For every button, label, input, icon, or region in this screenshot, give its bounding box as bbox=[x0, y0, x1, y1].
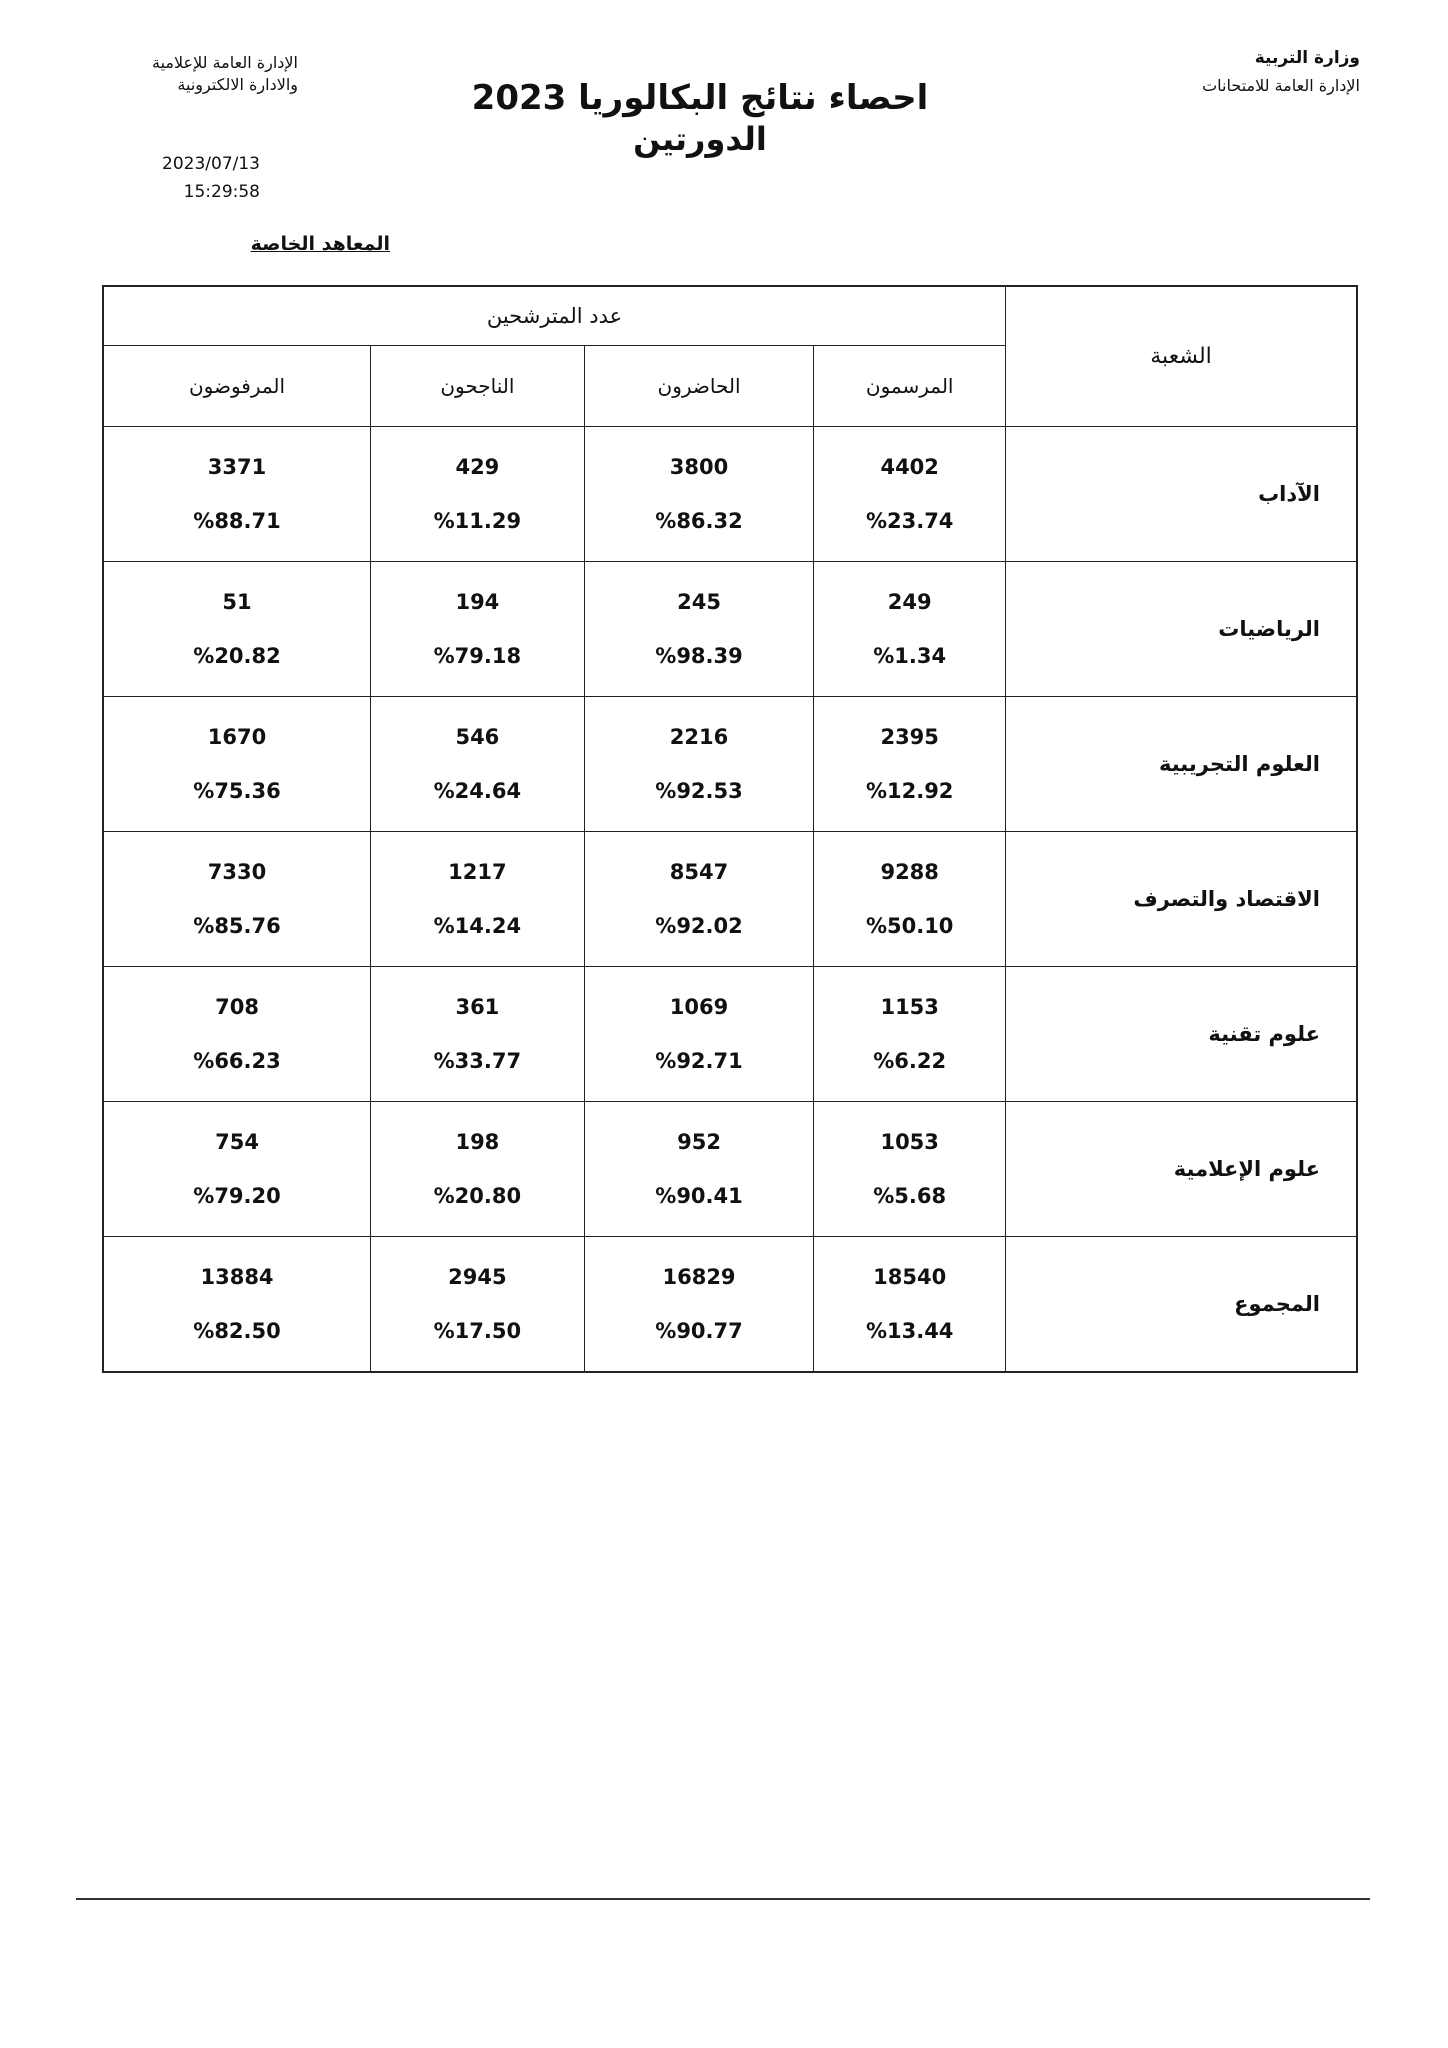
cell-passed: 1217 %14.24 bbox=[371, 832, 585, 967]
cell-present: 245 %98.39 bbox=[584, 562, 814, 697]
cell-rejected: 3371 %88.71 bbox=[103, 427, 371, 562]
branch-column-header: الشعبة bbox=[1006, 286, 1357, 427]
cell-passed: 2945 %17.50 bbox=[371, 1237, 585, 1373]
title-line2: الدورتين bbox=[633, 120, 767, 158]
document-title bbox=[360, 78, 1040, 158]
cell-rejected: 754 %79.20 bbox=[103, 1102, 371, 1237]
candidates-group-header: عدد المترشحين bbox=[103, 286, 1006, 346]
info-directorate-line1: الإدارة العامة للإعلامية bbox=[152, 53, 298, 72]
cell-rejected: 1670 %75.36 bbox=[103, 697, 371, 832]
info-directorate-line2: والادارة الالكترونية bbox=[177, 75, 298, 94]
cell-present: 16829 %90.77 bbox=[584, 1237, 814, 1373]
table-row bbox=[103, 967, 1357, 1102]
results-table bbox=[102, 285, 1358, 1373]
cell-rejected: 7330 %85.76 bbox=[103, 832, 371, 967]
cell-present: 952 %90.41 bbox=[584, 1102, 814, 1237]
cell-passed: 361 %33.77 bbox=[371, 967, 585, 1102]
col-header-rejected: المرفوضون bbox=[103, 346, 371, 427]
cell-registered: 9288 %50.10 bbox=[814, 832, 1006, 967]
cell-present: 8547 %92.02 bbox=[584, 832, 814, 967]
cell-registered: 4402 %23.74 bbox=[814, 427, 1006, 562]
cell-rejected: 708 %66.23 bbox=[103, 967, 371, 1102]
table-row bbox=[103, 832, 1357, 967]
print-date: 2023/07/13 bbox=[162, 154, 260, 174]
cell-branch: الآداب bbox=[1006, 427, 1357, 562]
cell-rejected: 13884 %82.50 bbox=[103, 1237, 371, 1373]
footer-divider bbox=[76, 1898, 1370, 1900]
cell-present: 2216 %92.53 bbox=[584, 697, 814, 832]
cell-registered: 1053 %5.68 bbox=[814, 1102, 1006, 1237]
table-row bbox=[103, 1102, 1357, 1237]
cell-present: 3800 %86.32 bbox=[584, 427, 814, 562]
print-time: 15:29:58 bbox=[183, 182, 260, 202]
exams-directorate: الإدارة العامة للامتحانات bbox=[1202, 76, 1360, 95]
title-line1: احصاء نتائج البكالوريا 2023 bbox=[471, 78, 929, 118]
col-header-passed: الناجحون bbox=[371, 346, 585, 427]
header-ministry-block bbox=[1100, 48, 1360, 95]
cell-passed: 198 %20.80 bbox=[371, 1102, 585, 1237]
cell-branch: علوم تقنية bbox=[1006, 967, 1357, 1102]
cell-branch: الاقتصاد والتصرف bbox=[1006, 832, 1357, 967]
cell-passed: 429 %11.29 bbox=[371, 427, 585, 562]
table-row-total bbox=[103, 1237, 1357, 1373]
col-header-present: الحاضرون bbox=[584, 346, 814, 427]
cell-branch-total: المجموع bbox=[1006, 1237, 1357, 1373]
cell-registered: 2395 %12.92 bbox=[814, 697, 1006, 832]
cell-passed: 546 %24.64 bbox=[371, 697, 585, 832]
ministry-name: وزارة التربية bbox=[1254, 48, 1360, 68]
cell-registered: 249 %1.34 bbox=[814, 562, 1006, 697]
table-row bbox=[103, 427, 1357, 562]
cell-branch: علوم الإعلامية bbox=[1006, 1102, 1357, 1237]
col-header-registered: المرسمون bbox=[814, 346, 1006, 427]
section-title: المعاهد الخاصة bbox=[250, 233, 390, 255]
timestamp bbox=[110, 150, 260, 206]
cell-rejected: 51 %20.82 bbox=[103, 562, 371, 697]
header-info-block bbox=[88, 52, 298, 96]
cell-registered: 1153 %6.22 bbox=[814, 967, 1006, 1102]
cell-passed: 194 %79.18 bbox=[371, 562, 585, 697]
cell-branch: العلوم التجريبية bbox=[1006, 697, 1357, 832]
cell-present: 1069 %92.71 bbox=[584, 967, 814, 1102]
cell-branch: الرياضيات bbox=[1006, 562, 1357, 697]
cell-registered: 18540 %13.44 bbox=[814, 1237, 1006, 1373]
table-row bbox=[103, 562, 1357, 697]
table-row bbox=[103, 697, 1357, 832]
